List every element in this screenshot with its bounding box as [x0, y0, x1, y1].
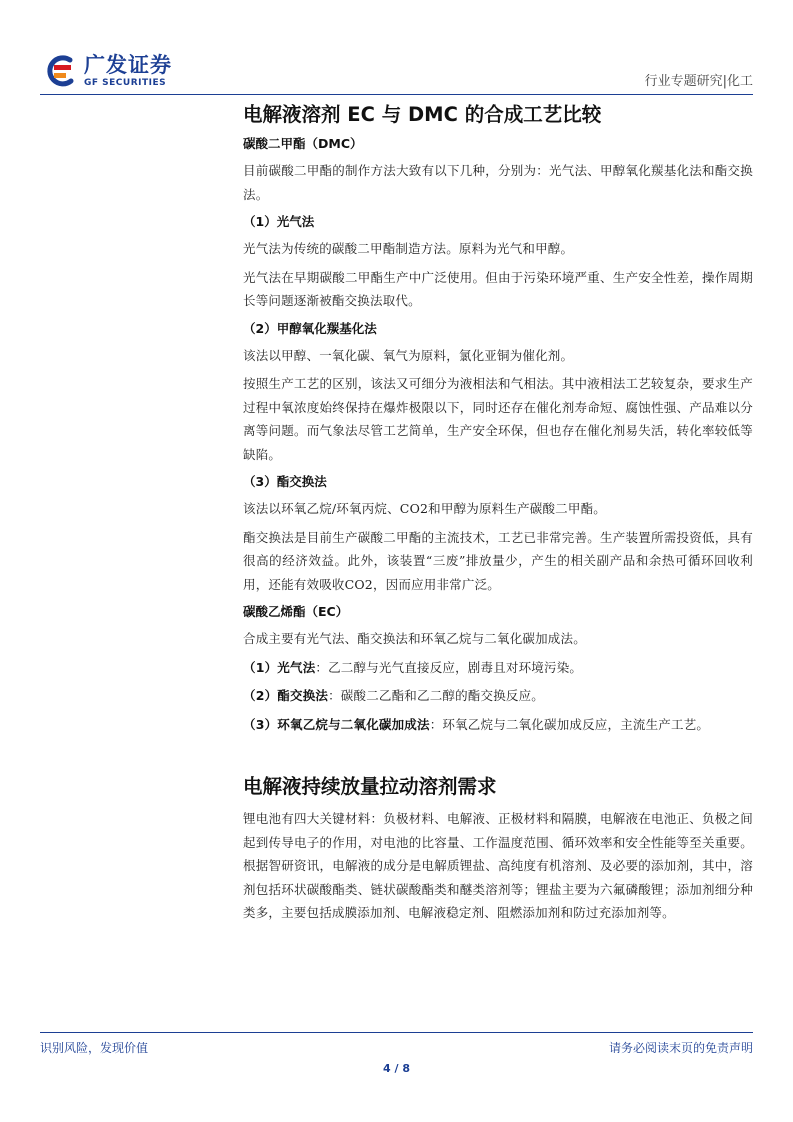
page-number: 4 / 8 [383, 1062, 410, 1075]
ec-method-1-label: （1）光气法 [243, 659, 316, 675]
ec-method-1 [243, 656, 753, 680]
method-carbonylation-heading: （2）甲醇氧化羰基化法 [243, 320, 377, 336]
dmc-heading: 碳酸二甲酯（DMC） [243, 136, 363, 151]
ec-method-3 [243, 713, 753, 737]
demand-paragraph: 锂电池有四大关键材料：负极材料、电解液、正极材料和隔膜，电解液在电池正、负极之间起到传导电子的作用，对电池的比容量、工作温度范围、循环效率和安全性能等至关重要。根据智研资讯，电解液的成分是电解质锂盐、高纯度有机溶剂、及必要的添加剂，其中，溶剂包括环状碳酸酯类、链状碳酸酯类和醚类溶剂等；锂盐主要为六氟磷酸锂；添加剂细分种类多，主要包括成膜添加剂、电解液稳定剂、阻燃添加剂和防过充添加剂等。 [243, 811, 753, 920]
brand-name-en: GF SECURITIES [84, 78, 167, 88]
ec-method-1-text: ：乙二醇与光气直接反应，剧毒且对环境污染。 [315, 659, 583, 675]
brand-name-cn: 广发证券 [84, 53, 172, 77]
method-transesterification-heading: （3）酯交换法 [243, 474, 327, 489]
method-transesterification-para-1: 该法以环氧乙烷/环氧丙烷、CO2和甲醇为原料生产碳酸二甲酯。 [243, 501, 606, 516]
method-transesterification-para-2: 酯交换法是目前生产碳酸二甲酯的主流技术，工艺已非常完善。生产装置所需投资低，具有很高的经济效益。此外，该装置“三废”排放量少，产生的相关副产品和余热可循环回收利用，还能有效吸收CO2，因而应用非常广泛。 [243, 529, 753, 592]
footer-divider [40, 1032, 753, 1033]
company-logo [40, 52, 180, 90]
section-title-synthesis: 电解液溶剂 EC 与 DMC 的合成工艺比较 [243, 103, 602, 126]
method-carbonylation-para-1: 该法以甲醇、一氧化碳、氧气为原料，氯化亚铜为催化剂。 [243, 347, 574, 363]
footer-disclaimer-link[interactable]: 请务必阅读末页的免责声明 [608, 1041, 753, 1055]
section-title-demand: 电解液持续放量拉动溶剂需求 [243, 775, 497, 798]
method-phosgene-para-1: 光气法为传统的碳酸二甲酯制造方法。原料为光气和甲醇。 [243, 241, 574, 256]
method-carbonylation-para-2: 按照生产工艺的区别，该法又可细分为液相法和气相法。其中液相法工艺较复杂，要求生产过程中氧浓度始终保持在爆炸极限以下，同时还存在催化剂寿命短、腐蚀性强、产品难以分离等问题。而气象法尽管工艺简单，生产安全环保，但也存在催化剂易失活，转化率较低等缺陷。 [243, 376, 753, 462]
header-divider [40, 94, 753, 95]
report-category: 行业专题研究|化工 [644, 74, 753, 89]
main-content [243, 98, 753, 930]
gf-logo-icon [40, 54, 78, 88]
ec-heading: 碳酸乙烯酯（EC） [243, 604, 349, 619]
footer-slogan: 识别风险，发现价值 [40, 1041, 149, 1055]
ec-method-2 [243, 684, 753, 708]
method-phosgene-para-2: 光气法在早期碳酸二甲酯生产中广泛使用。但由于污染环境严重、生产安全性差，操作周期长等问题逐渐被酯交换法取代。 [243, 269, 753, 308]
page-header [40, 50, 753, 94]
ec-method-3-text: ：环氧乙烷与二氧化碳加成反应，主流生产工艺。 [429, 716, 710, 732]
ec-method-3-label: （3）环氧乙烷与二氧化碳加成法 [243, 716, 430, 732]
ec-method-2-label: （2）酯交换法 [243, 688, 329, 703]
ec-intro: 合成主要有光气法、酯交换法和环氧乙烷与二氧化碳加成法。 [243, 631, 586, 646]
method-phosgene-heading: （1）光气法 [243, 214, 315, 229]
dmc-intro: 目前碳酸二甲酯的制作方法大致有以下几种，分别为：光气法、甲醇氧化羰基化法和酯交换法。 [243, 163, 753, 202]
ec-method-2-text: ：碳酸二乙酯和乙二醇的酯交换反应。 [328, 688, 545, 703]
